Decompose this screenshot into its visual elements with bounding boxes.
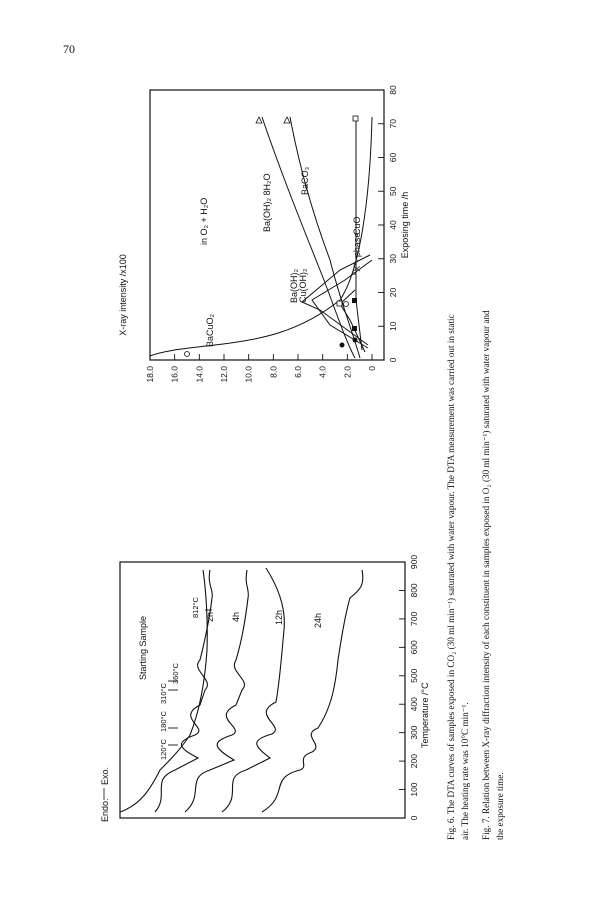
label-baco3: BaCO₃	[300, 166, 310, 195]
label-baoh2-8h2o: Ba(OH)₂ 8H₂O	[262, 173, 272, 232]
label-120c: 120°C	[159, 739, 168, 760]
fig7-x-tick-label: 80	[388, 85, 398, 95]
fig7-x-tick-label: 70	[388, 119, 398, 129]
figure6-plot	[100, 555, 430, 822]
fig7-x-axis-label: Exposing time /h	[400, 191, 410, 259]
page-number: 70	[63, 42, 75, 56]
label-cuoh2: Cu(OH)₂	[298, 268, 308, 303]
label-atmosphere: in O₂ + H₂O	[199, 197, 209, 245]
curve-baco3	[290, 117, 360, 358]
fig7-x-tick-label: 20	[388, 287, 398, 298]
fig7-x-tick-label: 30	[388, 254, 398, 264]
fig7-y-tick-label: 2.0	[342, 366, 353, 378]
label-endo: Endo.	[100, 798, 110, 822]
label-812c: 812°C	[191, 597, 200, 618]
label-12h: 12h	[274, 609, 284, 625]
label-310c: 310°C	[159, 683, 168, 704]
fig7-x-tick-label: 10	[388, 321, 398, 331]
fig7-caption-line2: the exposure time.	[495, 772, 505, 840]
fig7-y-tick-label: 4.0	[317, 366, 328, 378]
fig7-caption-line1: Fig. 7. Relation between X-ray diffraction intensity of each constituent in samples exposed in O₂ (30 ml min⁻¹) saturated with water vapour and	[481, 310, 491, 840]
fig6-x-axis-label: Temperature /°C	[420, 682, 430, 748]
fig6-x-tick-label: 100	[409, 782, 419, 797]
fig6-x-tick-label: 700	[409, 611, 419, 626]
label-bacuo2: BaCuO₂	[205, 313, 215, 347]
fig6-x-tick-label: 400	[409, 697, 419, 712]
fig6-caption-line1: Fig. 6. The DTA curves of samples exposed in CO₂ (30 ml min⁻¹) saturated with water vapour. The DTA measurement was carried out in static	[446, 314, 456, 840]
fig7-x-tick-label: 50	[388, 186, 398, 196]
captions	[446, 310, 505, 840]
fig7-y-axis-label: X-ray intensity /x100	[118, 254, 128, 336]
label-cuo: CuO	[352, 216, 362, 235]
fig6-x-tick-label: 200	[409, 754, 419, 769]
fig7-y-tick-label: 0	[367, 366, 377, 371]
label-x-phase: "X"- phase	[352, 232, 362, 275]
fig6-x-tick-label: 500	[409, 668, 419, 683]
fig7-y-tick-label: 16.0	[169, 366, 180, 383]
fig7-y-tick-label: 12.0	[219, 366, 229, 383]
fig7-y-tick-label: 18.0	[145, 366, 155, 383]
curve-24h	[262, 570, 363, 812]
label-starting-sample: Starting Sample	[138, 615, 148, 680]
label-4h: 4h	[231, 611, 241, 622]
figure7-plot	[118, 85, 410, 383]
fig7-x-tick-label: 0	[388, 357, 398, 363]
curve-12h	[222, 568, 284, 812]
curve-baoh2-8h2o	[262, 117, 355, 358]
fig7-y-tick-label: 8.0	[268, 366, 279, 378]
fig6-x-tick-label: 300	[409, 725, 419, 740]
fig6-x-tick-label: 900	[409, 554, 419, 570]
label-180c: 180°C	[159, 711, 168, 732]
fig7-y-tick-label: 6.0	[293, 366, 303, 378]
label-exo: Exo.	[100, 766, 110, 785]
fig7-x-tick-label: 60	[388, 152, 398, 163]
fig6-x-tick-label: 800	[409, 583, 419, 598]
fig6-caption-line2: air. The heating rate was 10°C min⁻¹.	[460, 702, 470, 840]
fig7-y-tick-label: 14.0	[194, 366, 205, 383]
label-24h: 24h	[313, 612, 323, 628]
label-360c: 360°C	[171, 663, 180, 684]
label-baoh2: Ba(OH)₂	[289, 269, 299, 303]
label-2h: 2h	[205, 611, 215, 622]
fig7-y-tick-label: 10.0	[243, 366, 254, 383]
fig7-x-tick-label: 40	[388, 220, 398, 230]
fig6-x-tick-label: 600	[409, 640, 419, 655]
fig6-x-tick-label: 0	[409, 815, 419, 821]
